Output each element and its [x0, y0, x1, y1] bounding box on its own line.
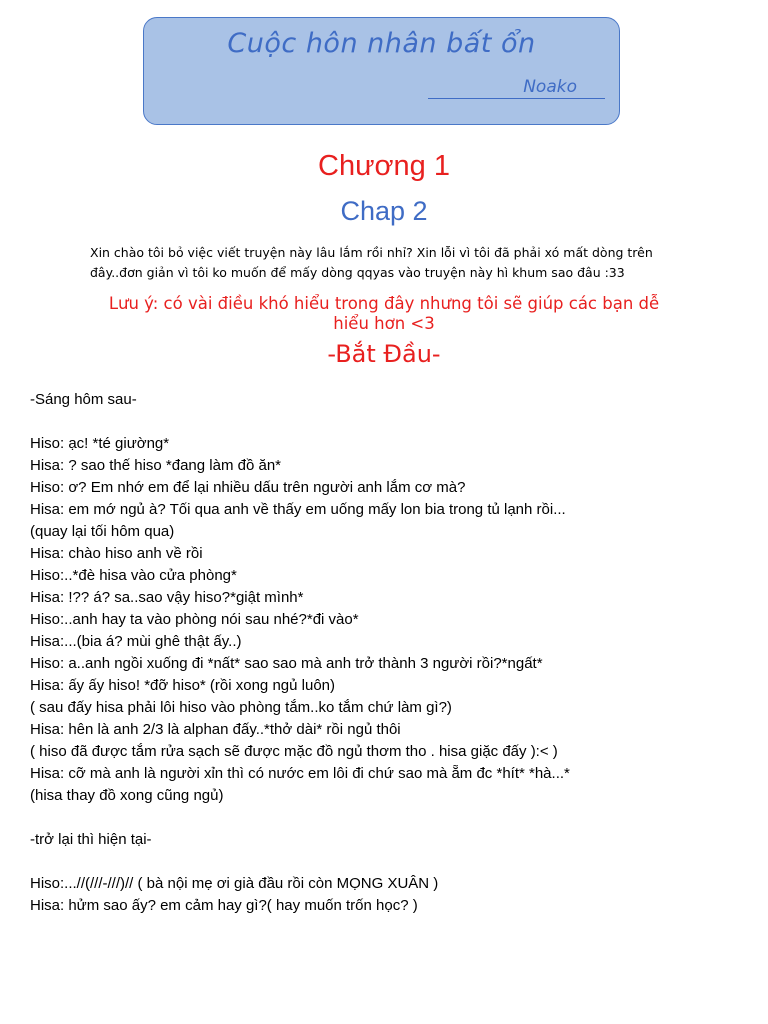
story-line: ( hiso đã được tắm rửa sạch sẽ được mặc đồ ngủ thơm tho . hisa giặc đấy ):< ) — [30, 743, 558, 760]
story-line: Hisa: !?? á? sa..sao vậy hiso?*giật mình* — [30, 589, 304, 606]
story-line: (quay lại tối hôm qua) — [30, 523, 175, 540]
story-line: Hisa: hên là anh 2/3 là alphan đấy..*thở dài* rồi ngủ thôi — [30, 721, 401, 738]
blank-line — [30, 411, 750, 433]
intro-paragraph: Xin chào tôi bỏ việc viết truyện này lâu lắm rồi nhỉ? Xin lỗi vì tôi đã phải xó mất dòng trên đây..đơn giản vì tôi ko muốn để mấy dòng qqyas vào truyện này hì khum sao đâu :33 — [90, 245, 653, 280]
story-line: Hisa: em mớ ngủ à? Tối qua anh về thấy em uống mấy lon bia trong tủ lạnh rồi... — [30, 501, 566, 518]
author-name: Noako — [428, 76, 605, 99]
story-line: Hiso: ạc! *té giường* — [30, 435, 170, 452]
story-body — [30, 389, 750, 917]
chapter-heading: Chương 1 — [318, 150, 450, 182]
chap-heading: Chap 2 — [340, 196, 428, 226]
title-box — [143, 17, 620, 125]
story-line: Hisa: chào hiso anh về rồi — [30, 545, 203, 562]
story-line: -trở lại thì hiện tại- — [30, 831, 152, 848]
story-line: Hisa: hửm sao ấy? em cảm hay gì?( hay muốn trốn học? ) — [30, 897, 418, 914]
story-line: Hisa: ấy ấy hiso! *đỡ hiso* (rồi xong ngủ luôn) — [30, 677, 335, 694]
note-paragraph: Lưu ý: có vài điều khó hiểu trong đây nhưng tôi sẽ giúp các bạn dễ hiểu hơn <3 — [108, 294, 660, 333]
story-line: Hiso: a..anh ngồi xuống đi *nất* sao sao mà anh trở thành 3 người rồi?*ngất* — [30, 655, 543, 672]
story-line: -Sáng hôm sau- — [30, 391, 137, 408]
story-title: Cuộc hôn nhân bất ổn — [227, 28, 536, 59]
blank-line — [30, 807, 750, 829]
story-line: Hisa:...(bia á? mùi ghê thật ấy..) — [30, 633, 242, 650]
story-line: Hiso:...//(///-///)// ( bà nội mẹ ơi già đầu rồi còn MỌNG XUÂN ) — [30, 875, 439, 892]
story-line: ( sau đấy hisa phải lôi hiso vào phòng tắm..ko tắm chứ làm gì?) — [30, 699, 452, 716]
blank-line — [30, 851, 750, 873]
story-line: Hiso:..*đè hisa vào cửa phòng* — [30, 567, 237, 584]
story-line: Hiso: ơ? Em nhớ em để lại nhiều dấu trên người anh lắm cơ mà? — [30, 479, 466, 496]
start-heading: -Bắt Đầu- — [327, 340, 441, 368]
story-line: Hisa: ? sao thế hiso *đang làm đồ ăn* — [30, 457, 281, 474]
story-line: Hiso:..anh hay ta vào phòng nói sau nhé?*đi vào* — [30, 611, 359, 628]
story-line: Hisa: cỡ mà anh là người xỉn thì có nước em lôi đi chứ sao mà ẵm đc *hít* *hà...* — [30, 765, 570, 782]
story-line: (hisa thay đồ xong cũng ngủ) — [30, 787, 224, 804]
